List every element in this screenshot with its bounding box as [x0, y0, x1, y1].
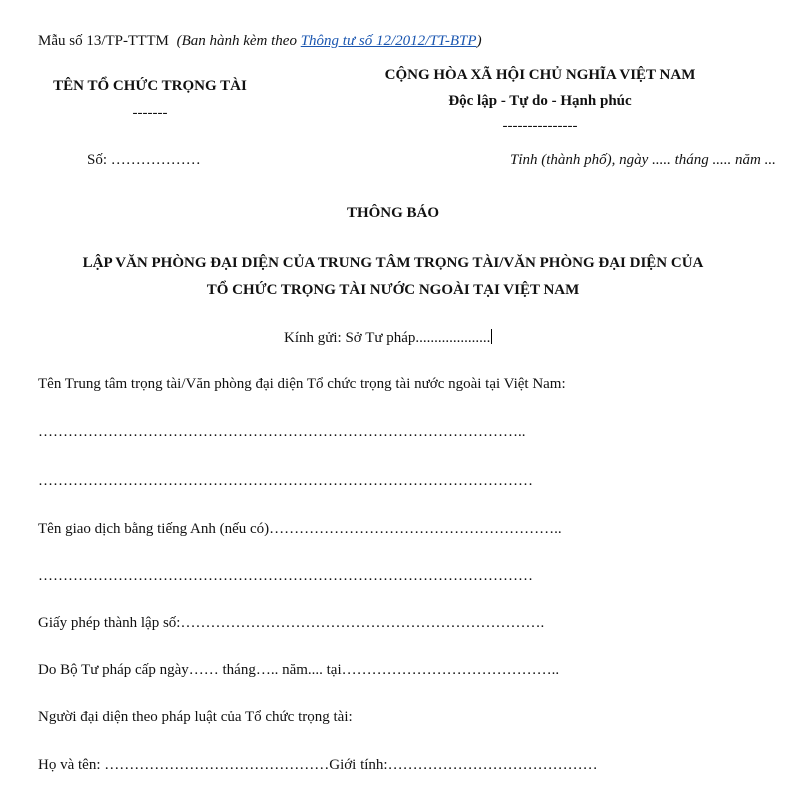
national-motto: Độc lập - Tự do - Hạnh phúc [448, 93, 632, 109]
country-name: CỘNG HÒA XÃ HỘI CHỦ NGHĨA VIỆT NAM [384, 67, 696, 83]
place-date: Tỉnh (thành phố), ngày ..... tháng ..... năm ... [510, 152, 776, 168]
recipient-text: Kính gửi: Sở Tư pháp.................... [284, 330, 491, 346]
title-line-2: TỔ CHỨC TRỌNG TÀI NƯỚC NGOÀI TẠI VIỆT NAM [206, 282, 580, 298]
org-underline: ------- [132, 105, 168, 121]
text-cursor [491, 329, 492, 344]
english-name-blank: ……………………………………………………………………………………… [38, 568, 533, 584]
license-number-field: Giấy phép thành lập số:………………………………………………………………. [38, 615, 545, 631]
issued-prefix: (Ban hành kèm theo [176, 33, 301, 49]
legal-representative-label: Người đại diện theo pháp luật của Tổ chức trọng tài: [38, 709, 353, 725]
document-number: Số: ……………… [87, 152, 201, 168]
circular-link[interactable]: Thông tư số 12/2012/TT-BTP [300, 33, 477, 49]
full-name-gender-field: Họ và tên: ………………………………………Giới tính:…………………………………… [38, 757, 598, 773]
form-header [38, 33, 482, 50]
issued-suffix: ) [476, 33, 482, 49]
motto-underline: --------------- [502, 118, 578, 134]
center-name-label: Tên Trung tâm trọng tài/Văn phòng đại diện Tổ chức trọng tài nước ngoài tại Việt Nam: [38, 376, 566, 392]
english-name-field: Tên giao dịch bằng tiếng Anh (nếu có)………………………………………………….. [38, 521, 562, 537]
document-title: THÔNG BÁO [346, 205, 440, 221]
org-name: TÊN TỔ CHỨC TRỌNG TÀI [53, 78, 247, 94]
form-code: Mẫu số 13/TP-TTTM [38, 33, 169, 49]
issued-by-field: Do Bộ Tư pháp cấp ngày…… tháng….. năm.... tại…………………………………….. [38, 662, 560, 678]
recipient-line[interactable] [284, 329, 492, 347]
center-name-blank-2: ……………………………………………………………………………………… [38, 473, 533, 489]
center-name-blank-1: …………………………………………………………………………………….. [38, 424, 526, 440]
title-line-1: LẬP VĂN PHÒNG ĐẠI DIỆN CỦA TRUNG TÂM TRỌNG TÀI/VĂN PHÒNG ĐẠI DIỆN CỦA [82, 255, 704, 271]
